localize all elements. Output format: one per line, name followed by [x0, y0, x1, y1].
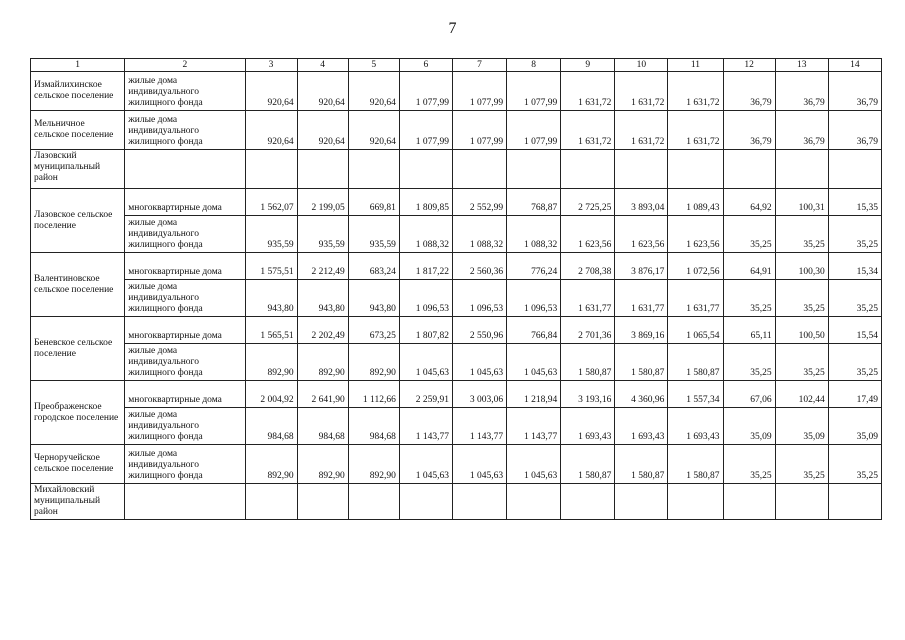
value-cell: 2 212,49: [297, 253, 348, 280]
value-cell: 36,79: [775, 111, 828, 150]
value-cell: 920,64: [245, 72, 297, 111]
empty-cell: [668, 150, 723, 189]
housing-type: многоквартирные дома: [125, 381, 245, 408]
value-cell: 1 072,56: [668, 253, 723, 280]
column-header-10: 10: [615, 59, 668, 72]
value-cell: 35,25: [723, 445, 775, 484]
housing-type: жилые дома индивидуального жилищного фонда: [125, 111, 245, 150]
value-cell: 1 088,32: [452, 216, 506, 253]
table-body: [31, 59, 882, 520]
settlement-name: Беневское сельское поселение: [31, 317, 125, 381]
empty-cell: [245, 484, 297, 520]
value-cell: 1 089,43: [668, 189, 723, 216]
value-cell: 984,68: [245, 408, 297, 445]
value-cell: 36,79: [723, 111, 775, 150]
value-cell: 35,25: [828, 280, 881, 317]
value-cell: 1 096,53: [399, 280, 452, 317]
value-cell: 1 065,54: [668, 317, 723, 344]
value-cell: 3 193,16: [561, 381, 615, 408]
value-cell: 1 693,43: [668, 408, 723, 445]
value-cell: 1 088,32: [507, 216, 561, 253]
table-row: [31, 381, 882, 408]
table-row: [31, 253, 882, 280]
empty-cell: [125, 150, 245, 189]
value-cell: 1 631,72: [561, 72, 615, 111]
district-heading-row: [31, 484, 882, 520]
value-cell: 17,49: [828, 381, 881, 408]
value-cell: 920,64: [348, 72, 399, 111]
value-cell: 1 045,63: [399, 445, 452, 484]
value-cell: 2 708,38: [561, 253, 615, 280]
empty-cell: [245, 150, 297, 189]
value-cell: 1 580,87: [615, 344, 668, 381]
empty-cell: [615, 150, 668, 189]
empty-cell: [775, 150, 828, 189]
value-cell: 36,79: [775, 72, 828, 111]
value-cell: 892,90: [348, 445, 399, 484]
table-row: [31, 445, 882, 484]
value-cell: 1 693,43: [561, 408, 615, 445]
value-cell: 35,09: [775, 408, 828, 445]
value-cell: 35,25: [828, 344, 881, 381]
value-cell: 3 876,17: [615, 253, 668, 280]
empty-cell: [125, 484, 245, 520]
empty-cell: [561, 484, 615, 520]
value-cell: 1 693,43: [615, 408, 668, 445]
empty-cell: [348, 484, 399, 520]
value-cell: 100,30: [775, 253, 828, 280]
table-row: [31, 72, 882, 111]
value-cell: 1 088,32: [399, 216, 452, 253]
value-cell: 673,25: [348, 317, 399, 344]
value-cell: 920,64: [245, 111, 297, 150]
value-cell: 1 631,77: [615, 280, 668, 317]
value-cell: 920,64: [297, 72, 348, 111]
value-cell: 35,25: [723, 216, 775, 253]
table-row: [31, 317, 882, 344]
value-cell: 15,35: [828, 189, 881, 216]
housing-type: жилые дома индивидуального жилищного фонда: [125, 408, 245, 445]
tariff-table: [30, 58, 882, 520]
value-cell: 64,92: [723, 189, 775, 216]
value-cell: 15,34: [828, 253, 881, 280]
column-header-3: 3: [245, 59, 297, 72]
housing-type: жилые дома индивидуального жилищного фонда: [125, 280, 245, 317]
empty-cell: [723, 150, 775, 189]
column-header-7: 7: [452, 59, 506, 72]
value-cell: 2 259,91: [399, 381, 452, 408]
value-cell: 2 552,99: [452, 189, 506, 216]
empty-cell: [828, 484, 881, 520]
value-cell: 984,68: [297, 408, 348, 445]
value-cell: 1 096,53: [507, 280, 561, 317]
value-cell: 1 631,72: [561, 111, 615, 150]
column-header-12: 12: [723, 59, 775, 72]
value-cell: 669,81: [348, 189, 399, 216]
value-cell: 1 631,72: [668, 111, 723, 150]
value-cell: 1 143,77: [507, 408, 561, 445]
column-header-8: 8: [507, 59, 561, 72]
empty-cell: [297, 150, 348, 189]
value-cell: 35,25: [828, 216, 881, 253]
value-cell: 1 045,63: [399, 344, 452, 381]
value-cell: 1 807,82: [399, 317, 452, 344]
settlement-name: Лазовское сельское поселение: [31, 189, 125, 253]
value-cell: 100,31: [775, 189, 828, 216]
value-cell: 1 623,56: [668, 216, 723, 253]
settlement-name: Мельничное сельское поселение: [31, 111, 125, 150]
value-cell: 36,79: [828, 111, 881, 150]
empty-cell: [452, 484, 506, 520]
value-cell: 892,90: [297, 445, 348, 484]
value-cell: 1 077,99: [507, 111, 561, 150]
table-row: [31, 111, 882, 150]
value-cell: 768,87: [507, 189, 561, 216]
settlement-name: Преображенское городское поселение: [31, 381, 125, 445]
empty-cell: [507, 150, 561, 189]
housing-type: многоквартирные дома: [125, 189, 245, 216]
value-cell: 36,79: [723, 72, 775, 111]
empty-cell: [668, 484, 723, 520]
value-cell: 1 045,63: [507, 445, 561, 484]
value-cell: 892,90: [348, 344, 399, 381]
value-cell: 1 557,34: [668, 381, 723, 408]
value-cell: 3 893,04: [615, 189, 668, 216]
value-cell: 2 550,96: [452, 317, 506, 344]
value-cell: 683,24: [348, 253, 399, 280]
value-cell: 1 143,77: [399, 408, 452, 445]
empty-cell: [348, 150, 399, 189]
page-number: 7: [448, 20, 457, 37]
value-cell: 935,59: [245, 216, 297, 253]
column-header-14: 14: [828, 59, 881, 72]
housing-type: жилые дома индивидуального жилищного фонда: [125, 344, 245, 381]
empty-cell: [723, 484, 775, 520]
value-cell: 1 077,99: [399, 72, 452, 111]
empty-cell: [507, 484, 561, 520]
value-cell: 65,11: [723, 317, 775, 344]
value-cell: 892,90: [297, 344, 348, 381]
value-cell: 35,25: [723, 280, 775, 317]
value-cell: 892,90: [245, 344, 297, 381]
value-cell: 1 631,72: [615, 72, 668, 111]
housing-type: многоквартирные дома: [125, 317, 245, 344]
value-cell: 920,64: [348, 111, 399, 150]
value-cell: 1 143,77: [452, 408, 506, 445]
value-cell: 35,09: [828, 408, 881, 445]
value-cell: 1 817,22: [399, 253, 452, 280]
value-cell: 1 045,63: [452, 445, 506, 484]
column-header-6: 6: [399, 59, 452, 72]
value-cell: 1 077,99: [452, 111, 506, 150]
district-name: Михайловский муниципальный район: [31, 484, 125, 520]
value-cell: 2 701,36: [561, 317, 615, 344]
value-cell: 35,25: [723, 344, 775, 381]
column-header-5: 5: [348, 59, 399, 72]
value-cell: 36,79: [828, 72, 881, 111]
settlement-name: Валентиновское сельское поселение: [31, 253, 125, 317]
value-cell: 67,06: [723, 381, 775, 408]
value-cell: 1 580,87: [668, 445, 723, 484]
value-cell: 1 580,87: [668, 344, 723, 381]
column-header-1: 1: [31, 59, 125, 72]
value-cell: 1 580,87: [561, 445, 615, 484]
empty-cell: [828, 150, 881, 189]
table-row: [31, 344, 882, 381]
value-cell: 776,24: [507, 253, 561, 280]
value-cell: 1 096,53: [452, 280, 506, 317]
value-cell: 100,50: [775, 317, 828, 344]
value-cell: 2 641,90: [297, 381, 348, 408]
value-cell: 1 623,56: [561, 216, 615, 253]
column-header-11: 11: [668, 59, 723, 72]
value-cell: 1 077,99: [452, 72, 506, 111]
value-cell: 35,25: [828, 445, 881, 484]
value-cell: 35,25: [775, 445, 828, 484]
column-header-13: 13: [775, 59, 828, 72]
value-cell: 1 077,99: [507, 72, 561, 111]
table-row: [31, 408, 882, 445]
value-cell: 2 004,92: [245, 381, 297, 408]
value-cell: 35,25: [775, 344, 828, 381]
table-row: [31, 189, 882, 216]
value-cell: 3 869,16: [615, 317, 668, 344]
empty-cell: [561, 150, 615, 189]
value-cell: 1 631,77: [668, 280, 723, 317]
value-cell: 920,64: [297, 111, 348, 150]
value-cell: 1 575,51: [245, 253, 297, 280]
value-cell: 35,25: [775, 216, 828, 253]
value-cell: 984,68: [348, 408, 399, 445]
value-cell: 3 003,06: [452, 381, 506, 408]
value-cell: 2 725,25: [561, 189, 615, 216]
empty-cell: [399, 484, 452, 520]
housing-type: многоквартирные дома: [125, 253, 245, 280]
value-cell: 64,91: [723, 253, 775, 280]
value-cell: 1 809,85: [399, 189, 452, 216]
value-cell: 35,25: [775, 280, 828, 317]
value-cell: 102,44: [775, 381, 828, 408]
value-cell: 943,80: [297, 280, 348, 317]
empty-cell: [399, 150, 452, 189]
settlement-name: Измайлихинское сельское поселение: [31, 72, 125, 111]
column-header-2: 2: [125, 59, 245, 72]
value-cell: 892,90: [245, 445, 297, 484]
value-cell: 2 560,36: [452, 253, 506, 280]
value-cell: 1 623,56: [615, 216, 668, 253]
value-cell: 1 580,87: [615, 445, 668, 484]
value-cell: 1 045,63: [507, 344, 561, 381]
value-cell: 1 631,77: [561, 280, 615, 317]
value-cell: 943,80: [348, 280, 399, 317]
value-cell: 766,84: [507, 317, 561, 344]
value-cell: 4 360,96: [615, 381, 668, 408]
settlement-name: Черноручейское сельское поселение: [31, 445, 125, 484]
column-header-4: 4: [297, 59, 348, 72]
value-cell: 1 077,99: [399, 111, 452, 150]
housing-type: жилые дома индивидуального жилищного фонда: [125, 216, 245, 253]
value-cell: 1 565,51: [245, 317, 297, 344]
value-cell: 2 202,49: [297, 317, 348, 344]
value-cell: 1 112,66: [348, 381, 399, 408]
value-cell: 1 218,94: [507, 381, 561, 408]
empty-cell: [615, 484, 668, 520]
value-cell: 935,59: [348, 216, 399, 253]
empty-cell: [775, 484, 828, 520]
housing-type: жилые дома индивидуального жилищного фонда: [125, 72, 245, 111]
value-cell: 943,80: [245, 280, 297, 317]
value-cell: 2 199,05: [297, 189, 348, 216]
empty-cell: [297, 484, 348, 520]
value-cell: 935,59: [297, 216, 348, 253]
table-row: [31, 280, 882, 317]
value-cell: 35,09: [723, 408, 775, 445]
value-cell: 1 631,72: [615, 111, 668, 150]
value-cell: 1 562,07: [245, 189, 297, 216]
housing-type: жилые дома индивидуального жилищного фонда: [125, 445, 245, 484]
value-cell: 15,54: [828, 317, 881, 344]
table-header-row: [31, 59, 882, 72]
district-heading-row: [31, 150, 882, 189]
value-cell: 1 631,72: [668, 72, 723, 111]
empty-cell: [452, 150, 506, 189]
value-cell: 1 580,87: [561, 344, 615, 381]
table-row: [31, 216, 882, 253]
column-header-9: 9: [561, 59, 615, 72]
value-cell: 1 045,63: [452, 344, 506, 381]
district-name: Лазовский муниципальный район: [31, 150, 125, 189]
